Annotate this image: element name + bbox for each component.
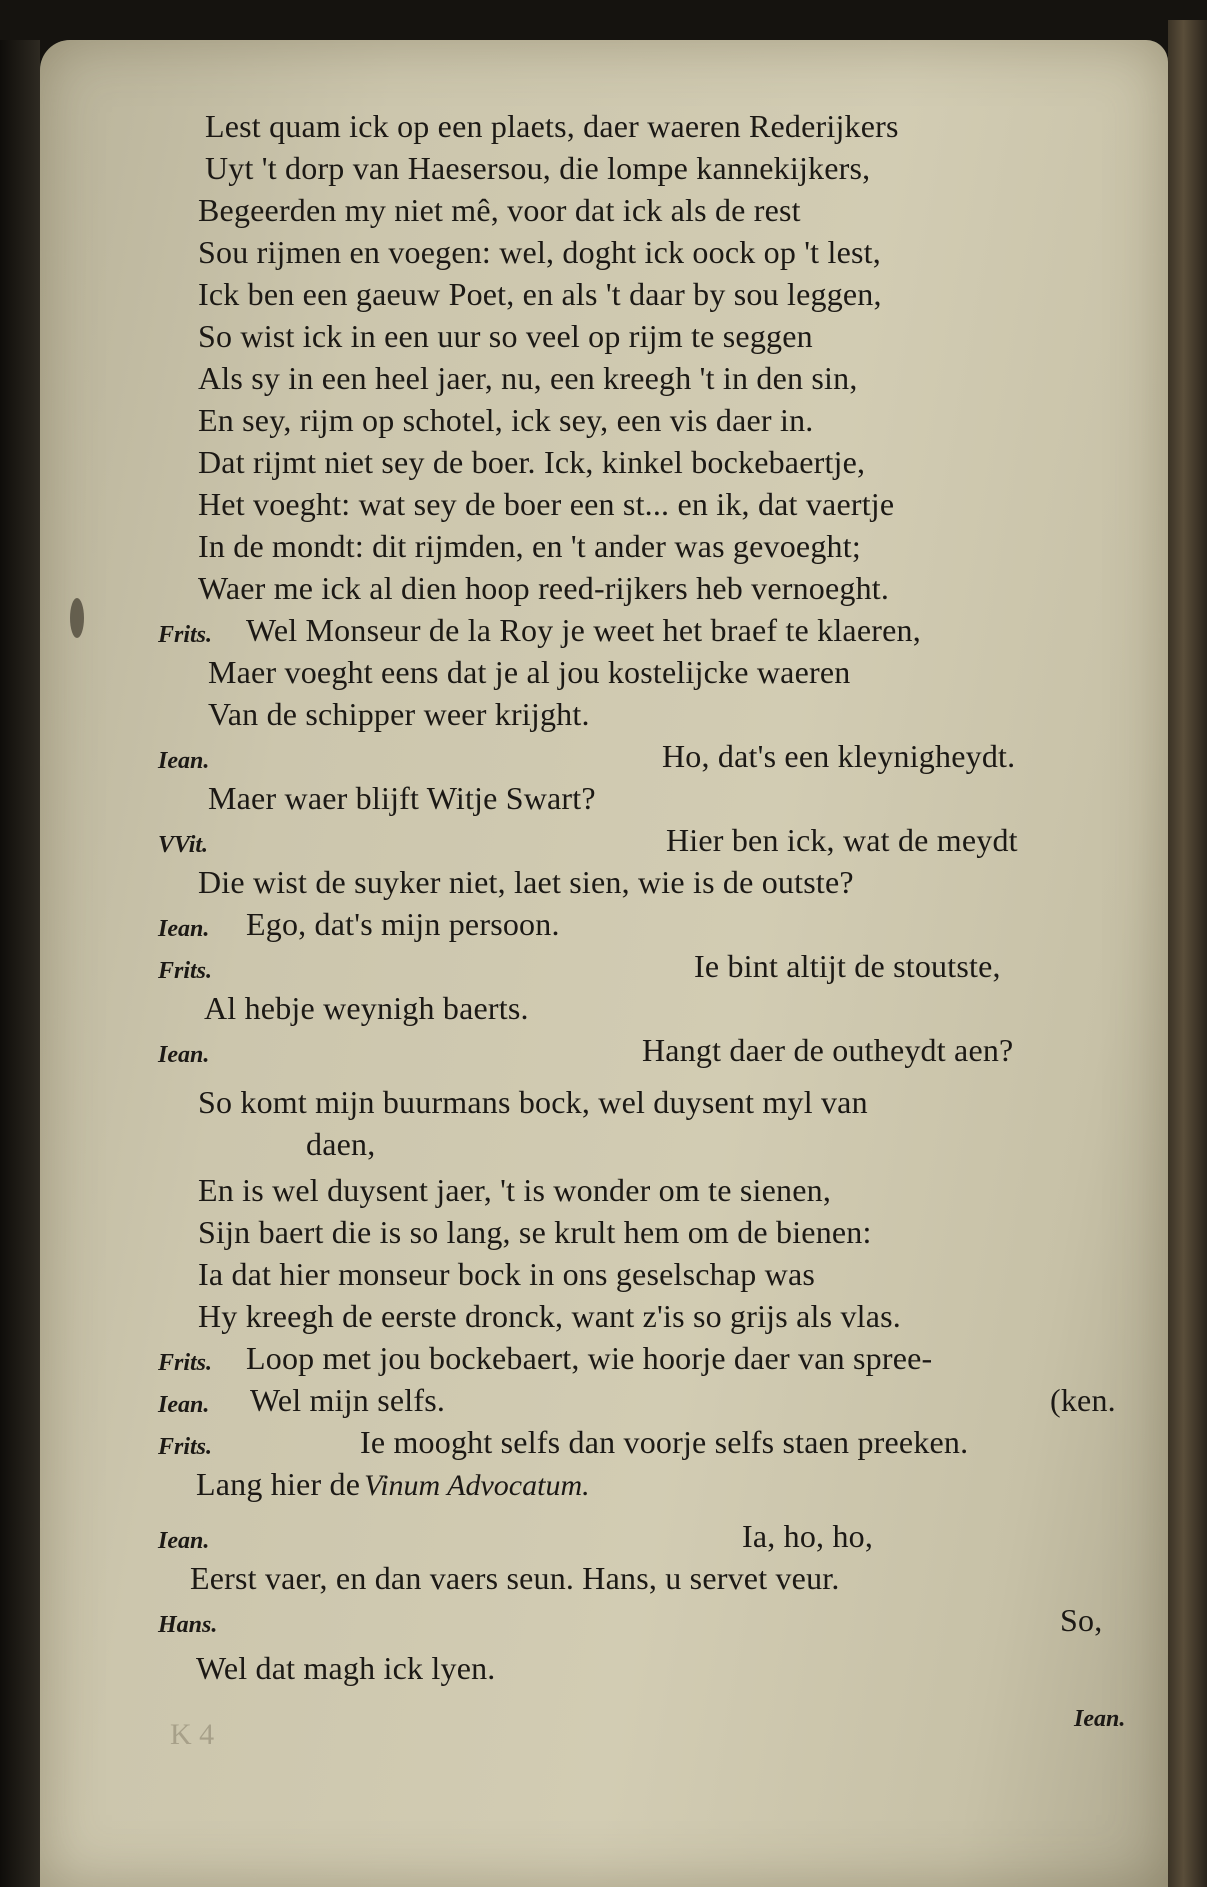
verse-line: Hy kreegh de eerste dronck, want z'is so grijs als vlas. <box>198 1298 901 1334</box>
speaker-name: Iean. <box>158 748 210 774</box>
verse-text: Lang hier de <box>196 1466 361 1502</box>
verse-line: Van de schipper weer krijght. <box>208 696 590 732</box>
verse-line-turnover: (ken. <box>1050 1382 1116 1418</box>
speaker-name: Frits. <box>158 958 213 984</box>
verse-line: Hangt daer de outheydt aen? <box>642 1032 1014 1068</box>
verse-line: Maer waer blijft Witje Swart? <box>208 780 596 816</box>
verse-line: Ie bint altijt de stoutste, <box>694 948 1001 984</box>
verse-line: Wel Monseur de la Roy je weet het braef te klaeren, <box>246 612 921 648</box>
verse-line: So, <box>1060 1602 1103 1638</box>
speaker-name: Frits. <box>158 1434 213 1460</box>
latin-phrase: Vinum Advocatum. <box>364 1469 590 1502</box>
verse-line: Dat rijmt niet sey de boer. Ick, kinkel bockebaertje, <box>198 444 866 480</box>
speaker-name: Iean. <box>158 1528 210 1554</box>
catchword: Iean. <box>1074 1706 1126 1732</box>
verse-line: Die wist de suyker niet, laet sien, wie is de outste? <box>198 864 854 900</box>
verse-line: Lest quam ick op een plaets, daer waeren Rederijkers <box>205 108 899 144</box>
speaker-name: Iean. <box>158 1042 210 1068</box>
verse-line: Ia dat hier monseur bock in ons geselschap was <box>198 1256 816 1292</box>
speaker-name: Iean. <box>158 1392 210 1418</box>
verse-line: Het voeght: wat sey de boer een st... en ik, dat vaertje <box>198 486 895 522</box>
speaker-name: Frits. <box>158 1350 213 1376</box>
verse-line: Ego, dat's mijn persoon. <box>246 906 560 942</box>
verse-line: Ick ben een gaeuw Poet, en als 't daar by sou leggen, <box>198 276 882 312</box>
verse-line: Waer me ick al dien hoop reed-rijkers heb vernoeght. <box>198 570 890 606</box>
verse-line: In de mondt: dit rijmden, en 't ander was gevoeght; <box>198 528 861 564</box>
verse-line: Als sy in een heel jaer, nu, een kreegh 't in den sin, <box>198 360 858 396</box>
verse-line: Wel dat magh ick lyen. <box>196 1650 496 1686</box>
speaker-name: Frits. <box>158 622 213 648</box>
verse-line: daen, <box>306 1126 376 1162</box>
verse-line: Begeerden my niet mê, voor dat ick als de rest <box>198 192 801 228</box>
verse-line: Maer voeght eens dat je al jou kostelijcke waeren <box>208 654 851 690</box>
verse-line: En sey, rijm op schotel, ick sey, een vis daer in. <box>198 402 814 438</box>
verse-line: Loop met jou bockebaert, wie hoorje daer van spree- <box>246 1340 933 1376</box>
speaker-name: VVit. <box>158 832 209 858</box>
verse-line: So komt mijn buurmans bock, wel duysent myl van <box>198 1084 868 1120</box>
verse-line: En is wel duysent jaer, 't is wonder om te sienen, <box>198 1172 832 1208</box>
verse-line: Sijn baert die is so lang, se krult hem om de bienen: <box>198 1214 872 1250</box>
verse-line: Ia, ho, ho, <box>742 1518 874 1554</box>
verse-line: Uyt 't dorp van Haesersou, die lompe kannekijkers, <box>205 150 871 186</box>
verse-line: Ie mooght selfs dan voorje selfs staen preeken. <box>360 1424 969 1460</box>
verse-line: Sou rijmen en voegen: wel, doght ick oock op 't lest, <box>198 234 881 270</box>
verse-line-mixed <box>196 1466 590 1503</box>
verse-line: Hier ben ick, wat de meydt <box>666 822 1018 858</box>
verse-line: Wel mijn selfs. <box>250 1382 446 1418</box>
verse-line: So wist ick in een uur so veel op rijm te seggen <box>198 318 813 354</box>
speaker-name: Hans. <box>158 1612 218 1638</box>
verse-line: Eerst vaer, en dan vaers seun. Hans, u servet veur. <box>190 1560 840 1596</box>
verse-line: Al hebje weynigh baerts. <box>204 990 529 1026</box>
verse-line: Ho, dat's een kleynigheydt. <box>662 738 1016 774</box>
folio-signature: K 4 <box>170 1718 215 1751</box>
speaker-name: Iean. <box>158 916 210 942</box>
